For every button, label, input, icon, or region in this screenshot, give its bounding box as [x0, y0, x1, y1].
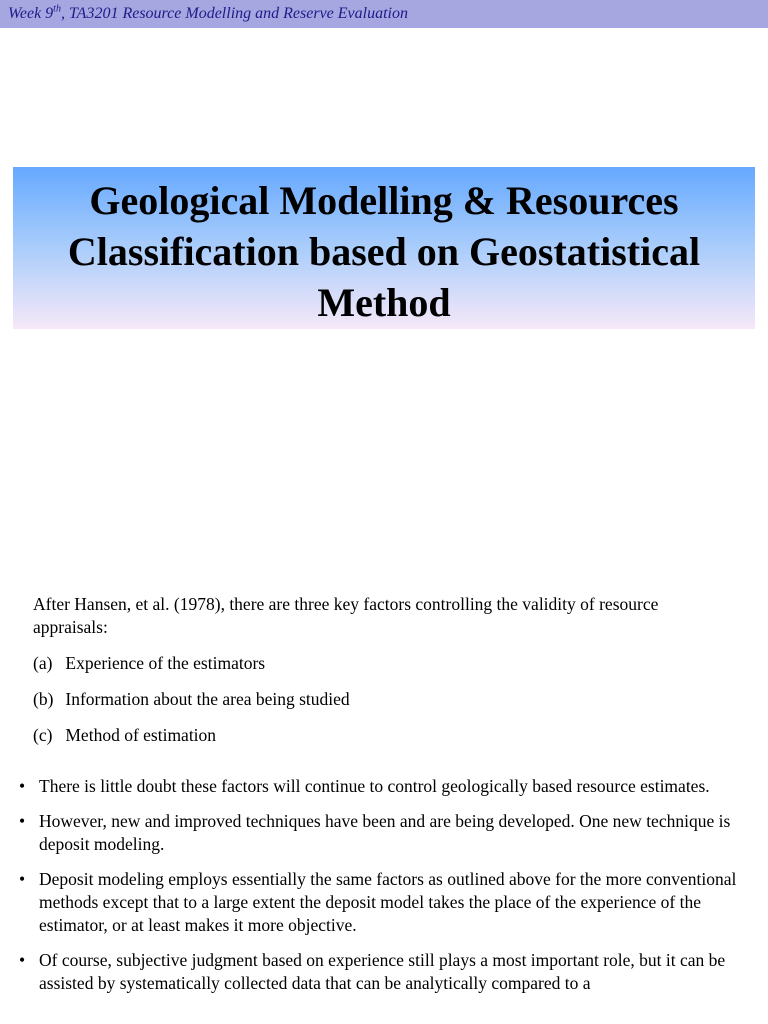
- factor-text: Method of estimation: [65, 725, 217, 745]
- header-week-superscript: th: [53, 3, 61, 15]
- bullet-item: [17, 949, 747, 995]
- page-title: [13, 175, 755, 328]
- title-line-1: Geological Modelling & Resources: [89, 178, 679, 223]
- bullet-text: However, new and improved techniques have been and are being developed. One new technique is deposit modeling.: [39, 811, 731, 854]
- bullet-icon: •: [19, 869, 26, 889]
- factor-text: Experience of the estimators: [65, 653, 266, 673]
- bullet-item: [17, 810, 747, 856]
- title-line-2: Classification based on Geostatistical: [67, 229, 701, 274]
- header-title: [8, 5, 408, 23]
- header-course: , TA3201 Resource Modelling and Reserve Evaluation: [60, 5, 408, 22]
- bullet-icon: •: [19, 950, 26, 970]
- bullet-text: Deposit modeling employs essentially the same factors as outlined above for the more conventional methods except that to a large extent the deposit model takes the place of the experience of the estimator, or at least makes it more objective.: [39, 869, 737, 935]
- factor-label: (b): [33, 689, 54, 709]
- factor-label: (a): [33, 653, 53, 673]
- bullet-text: There is little doubt these factors will continue to control geologically based resource estimates.: [39, 776, 710, 796]
- bullet-list: [17, 775, 747, 1007]
- factor-label: (c): [33, 725, 53, 745]
- bullet-icon: •: [19, 811, 26, 831]
- header-bar: [0, 0, 768, 28]
- title-line-3: Method: [317, 280, 451, 325]
- title-box: [13, 167, 755, 329]
- factor-text: Information about the area being studied: [65, 689, 350, 709]
- intro-paragraph: After Hansen, et al. (1978), there are three key factors controlling the validity of resource appraisals:: [33, 594, 659, 637]
- header-week: Week 9: [8, 5, 54, 22]
- factor-item: [33, 724, 216, 747]
- bullet-item: [17, 868, 747, 937]
- bullet-text: Of course, subjective judgment based on experience still plays a most important role, but it can be assisted by systematically collected data that can be analytically compared to a: [39, 950, 726, 993]
- factor-item: [33, 652, 265, 675]
- bullet-icon: •: [19, 776, 26, 796]
- factor-item: [33, 688, 350, 711]
- bullet-item: [17, 775, 747, 798]
